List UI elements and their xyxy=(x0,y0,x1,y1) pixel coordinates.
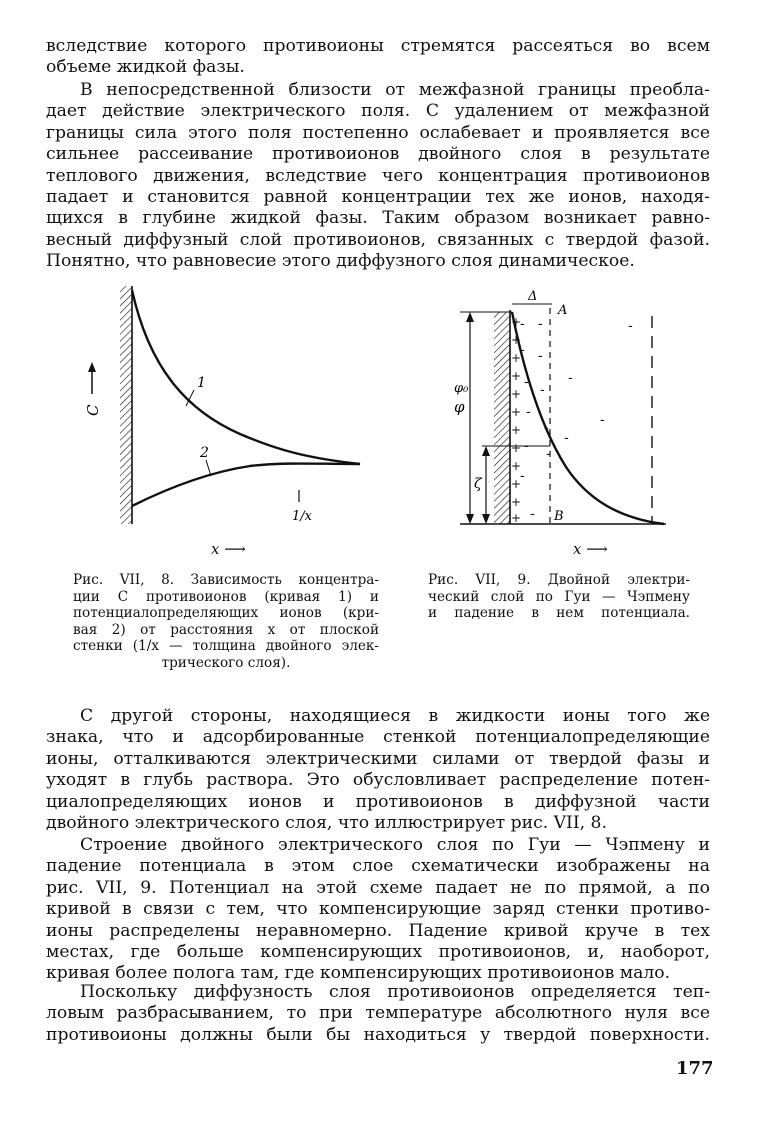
y-axis-label: C xyxy=(84,404,102,416)
text-line: границы сила этого поля постепенно ослабевает и проявляется все xyxy=(46,122,710,143)
y-arrow-head xyxy=(88,362,96,372)
caption-line: потенциалопределяющих ионов (кри- xyxy=(73,605,379,622)
svg-text:-: - xyxy=(524,374,529,390)
text-line: двойного электрического слоя, что иллюстрирует рис. VII, 8. xyxy=(46,812,607,833)
svg-text:-: - xyxy=(628,318,633,334)
text-line: рис. VII, 9. Потенциал на этой схеме падает не по прямой, а по xyxy=(46,877,710,898)
svg-text:-: - xyxy=(520,468,525,484)
text-line: щихся в глубине жидкой фазы. Таким образом возникает равно- xyxy=(46,208,710,229)
text-line: С другой стороны, находящиеся в жидкости ионы того же xyxy=(80,706,710,726)
svg-text:+: + xyxy=(511,351,522,365)
text-line: вследствие которого противоионы стремятся рассеяться во всем xyxy=(46,36,710,56)
text-line: местах, где больше компенсирующих противоионов, и, наоборот, xyxy=(46,941,710,962)
label-delta: Δ xyxy=(528,289,538,304)
curve-2-leader xyxy=(206,460,211,476)
svg-text:-: - xyxy=(538,316,543,332)
text-line: Строение двойного электрического слоя по Гуи — Чэпмену и xyxy=(80,835,710,855)
text-line: объеме жидкой фазы. xyxy=(46,57,245,78)
svg-text:-: - xyxy=(546,446,551,462)
text-line: В непосредственной близости от межфазной границы преобла- xyxy=(80,80,710,100)
text-line: ловым разбрасыванием, то при температуре абсолютного нуля все xyxy=(46,1003,710,1024)
svg-text:-: - xyxy=(526,404,531,420)
label-zeta: ζ xyxy=(474,476,482,492)
text-line: падает и становится равной концентрации тех же ионов, находя- xyxy=(46,186,710,207)
phi-arrow-top xyxy=(466,312,474,322)
label-phi: φ xyxy=(454,398,465,416)
caption-line: Рис. VII, 9. Двойной электри- xyxy=(428,572,690,588)
svg-text:-: - xyxy=(568,370,573,386)
svg-text:-: - xyxy=(564,430,569,446)
paragraph-5 xyxy=(46,982,710,1046)
zeta-arrow-top xyxy=(482,446,490,456)
text-line: ионы распределены неравномерно. Падение кривой круче в тех xyxy=(46,920,710,941)
curve-1 xyxy=(132,290,360,464)
figure-double-layer xyxy=(416,282,676,562)
text-line: знака, что и адсорбированные стенкой потенциалопределяющие xyxy=(46,727,710,748)
curve-2-label: 2 xyxy=(200,445,209,461)
svg-text:+: + xyxy=(511,459,522,473)
svg-text:-: - xyxy=(530,506,535,522)
text-line: кривой в связи с тем, что компенсирующие заряд стенки противо- xyxy=(46,899,710,920)
svg-text:+: + xyxy=(511,477,522,491)
wall-hatching xyxy=(494,312,510,524)
text-line: ионы, отталкиваются электрическими силами от твердой фазы и xyxy=(46,748,710,769)
text-line: противоионы должны были бы находиться у твердой поверхности. xyxy=(46,1024,710,1045)
caption-line: и падение в нем потенциала. xyxy=(428,605,690,622)
svg-text:+: + xyxy=(511,387,522,401)
x-tick-label: 1/x xyxy=(292,509,312,524)
figure-concentration-plot xyxy=(80,282,370,562)
svg-text:-: - xyxy=(520,342,525,358)
caption-line: стенки (1/x — толщина двойного элек- xyxy=(73,638,379,655)
text-line: циалопределяющих ионов и противоионов в диффузной части xyxy=(46,791,710,812)
figure-2-caption xyxy=(428,572,690,622)
svg-text:-: - xyxy=(524,438,529,454)
zeta-arrow-bottom xyxy=(482,514,490,524)
potential-curve xyxy=(512,312,664,524)
svg-text:+: + xyxy=(511,405,522,419)
svg-text:+: + xyxy=(511,441,522,455)
svg-text:+: + xyxy=(511,315,522,329)
svg-text:-: - xyxy=(600,412,605,428)
svg-text:+: + xyxy=(511,511,522,525)
svg-text:+: + xyxy=(511,423,522,437)
phi-arrow-bottom xyxy=(466,514,474,524)
text-line: сильнее рассеивание противоионов двойного слоя в результате xyxy=(46,144,710,165)
caption-line: вая 2) от расстояния x от плоской xyxy=(73,621,379,638)
fig2-x-axis-label: x ⟶ xyxy=(573,540,608,558)
text-line: падение потенциала в этом слое схематически изображены на xyxy=(46,856,710,877)
text-line: Понятно, что равновесие этого диффузного слоя динамическое. xyxy=(46,251,635,272)
minus-charges xyxy=(520,316,633,522)
fig1-x-axis-label: x ⟶ xyxy=(211,540,246,558)
svg-text:-: - xyxy=(520,316,525,332)
svg-text:+: + xyxy=(511,495,522,509)
paragraph-1 xyxy=(46,36,710,79)
text-line: Поскольку диффузность слоя противоионов определяется теп- xyxy=(80,982,710,1002)
svg-text:+: + xyxy=(511,333,522,347)
paragraph-3 xyxy=(46,706,710,834)
text-line: кривая более полога там, где компенсирующих противоионов мало. xyxy=(46,963,671,984)
label-B: B xyxy=(554,509,564,524)
curve-1-label: 1 xyxy=(197,375,206,391)
caption-line: ции C противоионов (кривая 1) и xyxy=(73,588,379,605)
figure-1-caption xyxy=(73,572,379,672)
curve-2 xyxy=(132,464,360,507)
text-line: уходят в глубь раствора. Это обусловливает распределение потен- xyxy=(46,770,710,791)
label-phi0: φ₀ xyxy=(454,381,469,396)
wall-hatching xyxy=(120,286,132,524)
caption-line: ческий слой по Гуи — Чэпмену xyxy=(428,588,690,605)
text-line: дает действие электрического поля. С удалением от межфазной xyxy=(46,101,710,122)
paragraph-4 xyxy=(46,835,710,985)
caption-line: Рис. VII, 8. Зависимость концентра- xyxy=(73,572,379,588)
page-number: 177 xyxy=(676,1058,714,1079)
paragraph-2 xyxy=(46,80,710,273)
svg-text:-: - xyxy=(538,348,543,364)
svg-text:-: - xyxy=(544,420,549,436)
text-line: весный диффузный слой противоионов, связанных с твердой фазой. xyxy=(46,229,710,250)
label-A: A xyxy=(558,303,568,318)
svg-text:+: + xyxy=(511,369,522,383)
caption-line: трического слоя). xyxy=(161,654,291,671)
svg-text:-: - xyxy=(540,382,545,398)
text-line: теплового движения, вследствие чего концентрация противоионов xyxy=(46,165,710,186)
